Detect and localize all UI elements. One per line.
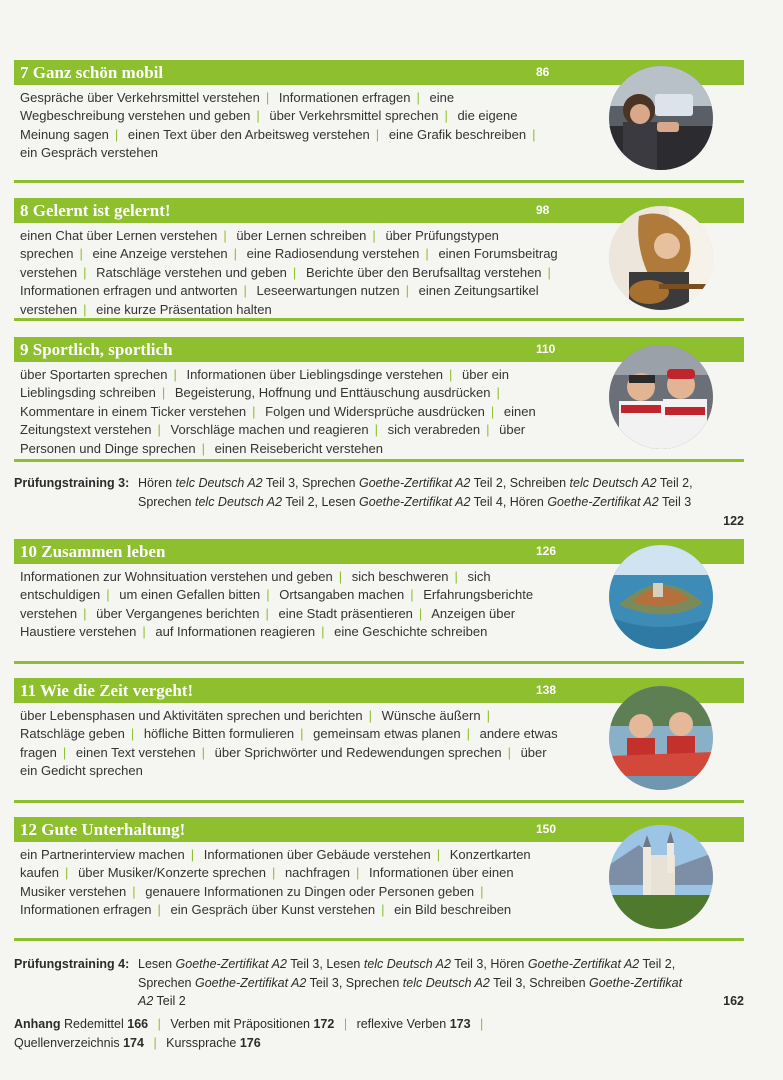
topic-item: Folgen und Widersprüche ausdrücken (265, 403, 485, 419)
topic-item: ein Partnerinterview machen (20, 847, 185, 862)
topic-item: Informationen zur Wohnsituation verstehen und geben (20, 569, 333, 584)
exam-training-page: 122 (723, 514, 744, 528)
topic-separator: | (368, 708, 372, 723)
topic-item: einen Forumsbeitrag verstehen (20, 246, 558, 280)
exam-part: Hören (138, 476, 173, 490)
topic-separator: | (416, 90, 420, 105)
exam-name: Goethe-Zertifikat A2 (527, 957, 640, 971)
topic-item: Leseerwartungen nutzen (256, 283, 400, 299)
topic-separator: | (547, 264, 551, 280)
topic-item: über Sprichwörter und Redewendungen sprechen (214, 744, 502, 760)
unit-divider (14, 800, 744, 803)
topic-item: gemeinsam etwas planen (313, 726, 461, 742)
appendix-items (14, 1017, 489, 1050)
exam-name: Goethe-Zertifikat A2 (547, 494, 659, 509)
topic-item: Informationen erfragen und antworten (20, 283, 238, 299)
topic-separator: | (157, 422, 161, 438)
exam-part: Lesen (138, 957, 173, 971)
appendix-item: Verben mit Präpositionen (170, 1017, 310, 1031)
unit-title[interactable]: 7 Ganz schön mobil (20, 63, 164, 82)
topic-item: Begeisterung, Hoffnung und Enttäuschung ausdrücken (174, 385, 491, 401)
appendix-separator: | (157, 1017, 161, 1031)
topic-list (20, 366, 560, 458)
unit-divider (14, 938, 744, 941)
topic-item: Ratschläge geben (20, 726, 125, 742)
unit-title[interactable]: 8 Gelernt ist gelernt! (20, 201, 171, 220)
exam-name: telc Deutsch A2 (569, 476, 657, 490)
topic-item: andere etwas fragen (20, 726, 558, 760)
appendix-separator: | (153, 1035, 157, 1050)
topic-separator: | (271, 865, 276, 881)
unit-divider (14, 318, 744, 321)
topic-item: Informationen über Lieblingsdinge verstehen (186, 367, 444, 382)
exam-part: Teil 2 (156, 994, 186, 1008)
exam-part: Teil 2, Schreiben (473, 476, 567, 490)
topic-separator: | (266, 587, 270, 603)
topic-separator: | (83, 605, 87, 621)
appendix-item: Redemittel (64, 1017, 124, 1031)
topic-item: über Verkehrsmittel sprechen (269, 108, 439, 124)
topic-separator: | (201, 440, 206, 456)
exam-name: telc Deutsch A2 (402, 975, 490, 990)
exam-name: telc Deutsch A2 (363, 957, 451, 971)
topic-list (20, 568, 560, 642)
exam-part: Teil 2, Sprechen (138, 476, 693, 509)
topic-item: höfliche Bitten formulieren (143, 726, 295, 742)
topic-item: über Prüfungstypen sprechen (20, 228, 499, 262)
topic-separator: | (338, 569, 343, 584)
topic-item: Konzertkarten kaufen (20, 847, 531, 881)
topic-separator: | (405, 283, 410, 299)
topic-separator: | (292, 264, 297, 280)
exam-part: Teil 3, Lesen (290, 957, 361, 971)
topic-separator: | (486, 708, 490, 723)
topic-item: über Lernen schreiben (236, 228, 367, 243)
topic-separator: | (265, 605, 269, 621)
topic-item: einen Zeitungsartikel verstehen (20, 283, 539, 317)
topic-separator: | (142, 624, 146, 640)
exam-part: Teil 2, Lesen (285, 494, 356, 509)
topic-item: die eigene Meinung sagen (20, 108, 518, 142)
topic-separator: | (256, 108, 260, 124)
topic-separator: | (265, 90, 270, 105)
rafting-photo (609, 686, 713, 790)
appendix-page: 172 (313, 1017, 335, 1031)
exam-name: Goethe-Zertifikat A2 (138, 975, 683, 1008)
exam-name: Goethe-Zertifikat A2 (175, 957, 287, 971)
topic-item: sich verabreden (387, 422, 481, 438)
unit-page-number: 150 (536, 822, 557, 836)
exam-name: telc Deutsch A2 (195, 494, 283, 509)
topic-item: einen Text verstehen (75, 744, 196, 760)
topic-item: Vorschläge machen und reagieren (170, 422, 369, 438)
exam-part: Teil 3, Schreiben (493, 975, 586, 990)
exam-name: Goethe-Zertifikat A2 (195, 975, 307, 990)
topic-item: eine Wegbeschreibung verstehen und geben (20, 90, 455, 124)
exam-training-label: Prüfungstraining 4: (14, 957, 130, 971)
exam-training-4 (14, 955, 744, 1011)
topic-item: Gespräche über Verkehrsmittel verstehen (20, 90, 260, 105)
topic-separator: | (449, 367, 453, 382)
unit-divider (14, 661, 744, 664)
topic-separator: | (233, 246, 238, 262)
unit-page-number: 110 (536, 342, 556, 356)
topic-item: Ratschläge verstehen und geben (96, 264, 287, 280)
topic-separator: | (65, 865, 69, 881)
topic-item: sich entschuldigen (20, 569, 491, 603)
appendix-page: 174 (123, 1035, 144, 1050)
topic-separator: | (496, 385, 500, 401)
topic-separator: | (173, 367, 177, 382)
topic-item: eine Stadt präsentieren (278, 605, 413, 621)
topic-separator: | (490, 403, 495, 419)
topic-item: eine Anzeige verstehen (92, 246, 228, 262)
exam-training-page: 162 (723, 994, 744, 1008)
topic-separator: | (243, 283, 247, 299)
topic-separator: | (436, 847, 441, 862)
topic-item: auf Informationen reagieren (155, 624, 316, 640)
topic-separator: | (201, 744, 206, 760)
topic-item: Wünsche äußern (381, 708, 481, 723)
exam-name: Goethe-Zertifikat A2 (359, 494, 471, 509)
topic-item: einen Text über den Arbeitsweg verstehen (127, 126, 370, 142)
topic-item: Ortsangaben machen (279, 587, 405, 603)
topic-separator: | (114, 126, 119, 142)
topic-separator: | (62, 744, 67, 760)
topic-separator: | (372, 228, 376, 243)
exam-part: Teil 3, Hören (454, 957, 525, 971)
castle-photo (609, 825, 713, 929)
topic-item: Informationen über einen Musiker verstehen (20, 865, 514, 899)
topic-separator: | (480, 883, 484, 899)
topic-separator: | (300, 726, 304, 742)
topic-separator: | (466, 726, 470, 742)
topic-list (20, 707, 560, 781)
topic-separator: | (418, 605, 423, 621)
topic-item: ein Gespräch verstehen (20, 145, 159, 161)
football-fans-photo (609, 345, 713, 449)
topic-list (20, 89, 560, 163)
topic-separator: | (381, 902, 385, 918)
appendix-separator: | (480, 1017, 484, 1031)
topic-item: über ein Gedicht sprechen (20, 744, 547, 779)
unit-title[interactable]: 11 Wie die Zeit vergeht! (20, 681, 194, 700)
exam-name: Goethe-Zertifikat A2 (359, 476, 471, 490)
unit-title[interactable]: 12 Gute Unterhaltung! (20, 820, 186, 839)
topic-item: Kommentare in einem Ticker verstehen (20, 403, 247, 419)
topic-separator: | (454, 569, 458, 584)
topic-separator: | (321, 624, 325, 640)
topic-item: eine Geschichte schreiben (334, 624, 488, 640)
topic-item: um einen Gefallen bitten (119, 587, 261, 603)
topic-separator: | (79, 246, 83, 262)
topic-item: eine Grafik beschreiben (388, 126, 527, 142)
topic-item: über Vergangenes berichten (96, 605, 260, 621)
exam-training-text (138, 955, 698, 1011)
appendix-item: Quellenverzeichnis (14, 1035, 120, 1050)
topic-separator: | (132, 883, 136, 899)
appendix-page: 176 (239, 1035, 261, 1050)
unit-page-number: 138 (536, 683, 557, 697)
unit-page-number: 86 (536, 65, 550, 79)
topic-separator: | (157, 902, 161, 918)
topic-separator: | (130, 726, 135, 742)
car-driver-photo (609, 66, 713, 170)
appendix-label: Anhang (14, 1017, 61, 1031)
topic-item: Informationen erfragen (20, 902, 152, 918)
topic-item: eine kurze Präsentation halten (96, 301, 272, 317)
topic-list (20, 846, 560, 920)
appendix-page: 173 (449, 1017, 471, 1031)
topic-item: nachfragen (284, 865, 351, 881)
unit-title[interactable]: 10 Zusammen leben (20, 542, 166, 561)
unit-page-number: 126 (536, 544, 557, 558)
topic-item: sich beschweren (351, 569, 449, 584)
topic-separator: | (161, 385, 166, 401)
topic-separator: | (190, 847, 195, 862)
topic-item: über Lebensphasen und Aktivitäten sprechen und berichten (20, 708, 363, 723)
topic-item: über Musiker/Konzerte sprechen (78, 865, 266, 881)
guitar-player-photo (609, 206, 713, 310)
topic-separator: | (83, 301, 87, 317)
topic-item: Erfahrungsberichte verstehen (20, 587, 534, 621)
topic-item: Informationen erfragen (278, 90, 411, 105)
exam-training-label: Prüfungstraining 3: (14, 476, 130, 490)
topic-item: Anzeigen über Haustiere verstehen (20, 605, 516, 640)
topic-separator: | (486, 422, 490, 438)
topic-item: über Sportarten sprechen (20, 367, 168, 382)
topic-item: eine Radiosendung verstehen (246, 246, 420, 262)
topic-separator: | (425, 246, 429, 262)
topic-separator: | (252, 403, 256, 419)
topic-separator: | (356, 865, 360, 881)
unit-divider (14, 180, 744, 183)
appendix-item: reflexive Verben (356, 1017, 447, 1031)
topic-item: genauere Informationen zu Dingen oder Personen geben (145, 883, 475, 899)
appendix-item: Kurssprache (166, 1035, 237, 1050)
exam-part: Teil 3, Sprechen (265, 476, 356, 490)
topic-separator: | (374, 422, 378, 438)
topic-separator: | (375, 126, 380, 142)
topic-item: über Personen und Dinge sprechen (20, 422, 526, 456)
island-town-photo (609, 545, 713, 649)
exam-part: Teil 2, Sprechen (138, 957, 676, 990)
topic-separator: | (83, 264, 87, 280)
topic-separator: | (410, 587, 414, 603)
topic-item: Berichte über den Berufsalltag verstehen (305, 264, 542, 280)
topic-separator: | (444, 108, 448, 124)
topic-item: ein Bild beschreiben (394, 902, 512, 918)
topic-item: einen Reisebericht verstehen (214, 440, 384, 456)
topic-item: über ein Lieblingsding schreiben (20, 367, 510, 401)
exam-part: Teil 3 (661, 494, 692, 509)
topic-separator: | (223, 228, 227, 243)
topic-separator: | (106, 587, 110, 603)
unit-title[interactable]: 9 Sportlich, sportlich (20, 340, 173, 359)
topic-separator: | (532, 126, 536, 142)
topic-item: ein Gespräch über Kunst verstehen (170, 902, 376, 918)
exam-name: telc Deutsch A2 (175, 476, 263, 490)
appendix-separator: | (343, 1017, 348, 1031)
topic-item: Informationen über Gebäude verstehen (203, 847, 431, 862)
exam-training-3 (14, 474, 744, 530)
topic-separator: | (507, 744, 511, 760)
appendix (14, 1015, 574, 1052)
unit-divider (14, 459, 744, 462)
topic-list (20, 227, 560, 319)
unit-page-number: 98 (536, 203, 550, 217)
exam-part: Teil 3, Sprechen (309, 975, 400, 990)
topic-item: einen Zeitungstext verstehen (20, 403, 536, 438)
appendix-page: 166 (127, 1017, 149, 1031)
topic-item: einen Chat über Lernen verstehen (20, 228, 218, 243)
exam-training-text (138, 474, 698, 511)
exam-part: Teil 4, Hören (473, 494, 544, 509)
